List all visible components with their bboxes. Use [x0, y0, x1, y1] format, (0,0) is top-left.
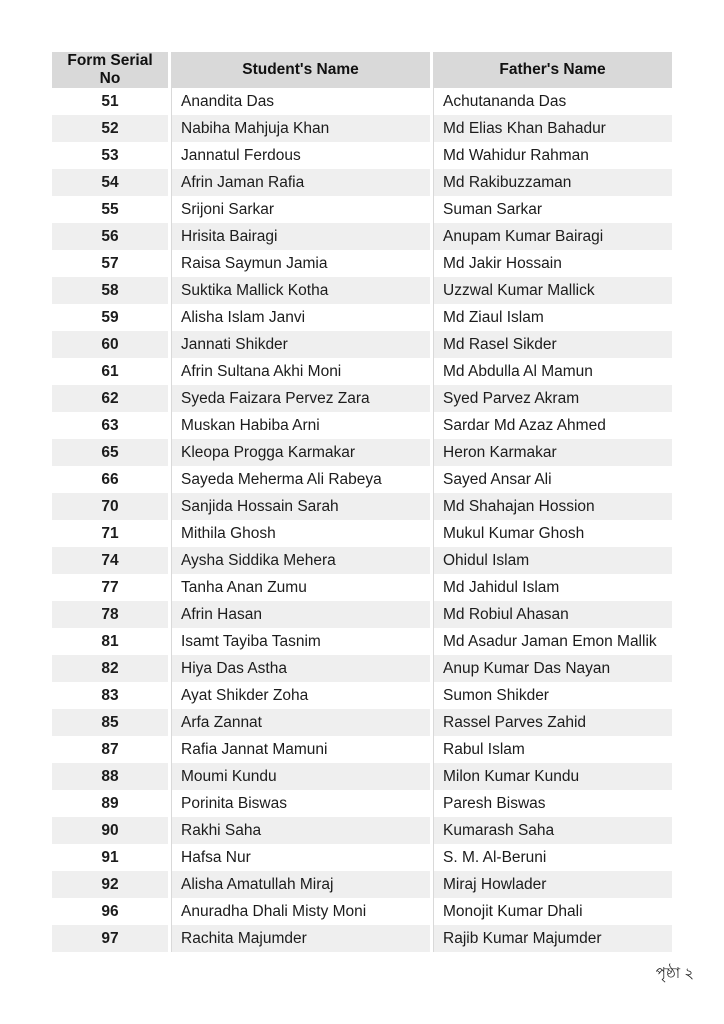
- table-row: [52, 925, 672, 952]
- table-row: [52, 682, 672, 709]
- table-body: [52, 88, 672, 952]
- student-name-cell: Raisa Saymun Jamia: [168, 250, 430, 277]
- header-students-name: Student's Name: [168, 52, 430, 88]
- father-name-cell: Md Rasel Sikder: [430, 331, 672, 358]
- table-row: [52, 277, 672, 304]
- table-row: [52, 871, 672, 898]
- table-row: [52, 790, 672, 817]
- student-name-cell: Muskan Habiba Arni: [168, 412, 430, 439]
- serial-cell: 70: [52, 493, 168, 520]
- father-name-cell: Anup Kumar Das Nayan: [430, 655, 672, 682]
- table-row: [52, 358, 672, 385]
- student-name-cell: Jannati Shikder: [168, 331, 430, 358]
- serial-cell: 53: [52, 142, 168, 169]
- serial-cell: 77: [52, 574, 168, 601]
- table-row: [52, 331, 672, 358]
- serial-cell: 62: [52, 385, 168, 412]
- serial-cell: 61: [52, 358, 168, 385]
- father-name-cell: Md Ziaul Islam: [430, 304, 672, 331]
- father-name-cell: Md Asadur Jaman Emon Mallik: [430, 628, 672, 655]
- father-name-cell: Achutananda Das: [430, 88, 672, 115]
- father-name-cell: Rajib Kumar Majumder: [430, 925, 672, 952]
- table-row: [52, 520, 672, 547]
- table-row: [52, 304, 672, 331]
- student-list-table: [52, 52, 672, 952]
- serial-cell: 54: [52, 169, 168, 196]
- table-row: [52, 250, 672, 277]
- serial-cell: 63: [52, 412, 168, 439]
- student-name-cell: Rafia Jannat Mamuni: [168, 736, 430, 763]
- serial-cell: 85: [52, 709, 168, 736]
- serial-cell: 78: [52, 601, 168, 628]
- table-row: [52, 898, 672, 925]
- father-name-cell: Paresh Biswas: [430, 790, 672, 817]
- serial-cell: 88: [52, 763, 168, 790]
- table-row: [52, 709, 672, 736]
- table-row: [52, 88, 672, 115]
- serial-cell: 87: [52, 736, 168, 763]
- table-row: [52, 628, 672, 655]
- student-name-cell: Isamt Tayiba Tasnim: [168, 628, 430, 655]
- serial-cell: 52: [52, 115, 168, 142]
- father-name-cell: Uzzwal Kumar Mallick: [430, 277, 672, 304]
- student-name-cell: Rachita Majumder: [168, 925, 430, 952]
- student-name-cell: Anandita Das: [168, 88, 430, 115]
- serial-cell: 51: [52, 88, 168, 115]
- student-name-cell: Nabiha Mahjuja Khan: [168, 115, 430, 142]
- page-number-footer: পৃষ্ঠা ২: [655, 965, 694, 982]
- serial-cell: 71: [52, 520, 168, 547]
- father-name-cell: Heron Karmakar: [430, 439, 672, 466]
- father-name-cell: Ohidul Islam: [430, 547, 672, 574]
- serial-cell: 66: [52, 466, 168, 493]
- table-row: [52, 601, 672, 628]
- table-row: [52, 115, 672, 142]
- table-row: [52, 439, 672, 466]
- table-row: [52, 466, 672, 493]
- father-name-cell: Mukul Kumar Ghosh: [430, 520, 672, 547]
- student-name-cell: Syeda Faizara Pervez Zara: [168, 385, 430, 412]
- student-name-cell: Anuradha Dhali Misty Moni: [168, 898, 430, 925]
- student-name-cell: Sayeda Meherma Ali Rabeya: [168, 466, 430, 493]
- student-name-cell: Moumi Kundu: [168, 763, 430, 790]
- father-name-cell: Miraj Howlader: [430, 871, 672, 898]
- serial-cell: 59: [52, 304, 168, 331]
- serial-cell: 55: [52, 196, 168, 223]
- serial-cell: 58: [52, 277, 168, 304]
- father-name-cell: Monojit Kumar Dhali: [430, 898, 672, 925]
- table-row: [52, 763, 672, 790]
- student-name-cell: Afrin Sultana Akhi Moni: [168, 358, 430, 385]
- serial-cell: 83: [52, 682, 168, 709]
- header-form-serial-no: Form Serial No: [52, 52, 168, 88]
- table-row: [52, 385, 672, 412]
- table-row: [52, 142, 672, 169]
- student-name-cell: Afrin Hasan: [168, 601, 430, 628]
- table-row: [52, 169, 672, 196]
- father-name-cell: Sayed Ansar Ali: [430, 466, 672, 493]
- father-name-cell: Md Shahajan Hossion: [430, 493, 672, 520]
- serial-cell: 90: [52, 817, 168, 844]
- student-name-cell: Aysha Siddika Mehera: [168, 547, 430, 574]
- student-name-cell: Alisha Amatullah Miraj: [168, 871, 430, 898]
- serial-cell: 96: [52, 898, 168, 925]
- student-name-cell: Jannatul Ferdous: [168, 142, 430, 169]
- table-row: [52, 736, 672, 763]
- father-name-cell: Suman Sarkar: [430, 196, 672, 223]
- table-row: [52, 574, 672, 601]
- father-name-cell: Milon Kumar Kundu: [430, 763, 672, 790]
- student-name-cell: Arfa Zannat: [168, 709, 430, 736]
- table-row: [52, 412, 672, 439]
- header-fathers-name: Father's Name: [430, 52, 672, 88]
- father-name-cell: Md Abdulla Al Mamun: [430, 358, 672, 385]
- student-name-cell: Alisha Islam Janvi: [168, 304, 430, 331]
- serial-cell: 74: [52, 547, 168, 574]
- table-row: [52, 655, 672, 682]
- table-row: [52, 223, 672, 250]
- student-name-cell: Hafsa Nur: [168, 844, 430, 871]
- table-row: [52, 196, 672, 223]
- table-row: [52, 493, 672, 520]
- serial-cell: 56: [52, 223, 168, 250]
- father-name-cell: Kumarash Saha: [430, 817, 672, 844]
- student-name-cell: Porinita Biswas: [168, 790, 430, 817]
- student-name-cell: Srijoni Sarkar: [168, 196, 430, 223]
- student-name-cell: Sanjida Hossain Sarah: [168, 493, 430, 520]
- serial-cell: 57: [52, 250, 168, 277]
- father-name-cell: Rabul Islam: [430, 736, 672, 763]
- table-row: [52, 547, 672, 574]
- father-name-cell: Rassel Parves Zahid: [430, 709, 672, 736]
- serial-cell: 60: [52, 331, 168, 358]
- father-name-cell: Md Jakir Hossain: [430, 250, 672, 277]
- father-name-cell: Md Elias Khan Bahadur: [430, 115, 672, 142]
- father-name-cell: Md Rakibuzzaman: [430, 169, 672, 196]
- father-name-cell: Md Wahidur Rahman: [430, 142, 672, 169]
- table-row: [52, 844, 672, 871]
- serial-cell: 81: [52, 628, 168, 655]
- serial-cell: 97: [52, 925, 168, 952]
- father-name-cell: S. M. Al-Beruni: [430, 844, 672, 871]
- student-name-cell: Tanha Anan Zumu: [168, 574, 430, 601]
- serial-cell: 91: [52, 844, 168, 871]
- father-name-cell: Syed Parvez Akram: [430, 385, 672, 412]
- serial-cell: 65: [52, 439, 168, 466]
- student-name-cell: Suktika Mallick Kotha: [168, 277, 430, 304]
- serial-cell: 89: [52, 790, 168, 817]
- student-name-cell: Kleopa Progga Karmakar: [168, 439, 430, 466]
- student-name-cell: Hrisita Bairagi: [168, 223, 430, 250]
- student-name-cell: Afrin Jaman Rafia: [168, 169, 430, 196]
- father-name-cell: Md Robiul Ahasan: [430, 601, 672, 628]
- father-name-cell: Sumon Shikder: [430, 682, 672, 709]
- student-name-cell: Rakhi Saha: [168, 817, 430, 844]
- table-row: [52, 817, 672, 844]
- father-name-cell: Sardar Md Azaz Ahmed: [430, 412, 672, 439]
- table-header-row: [52, 52, 672, 88]
- father-name-cell: Md Jahidul Islam: [430, 574, 672, 601]
- student-name-cell: Mithila Ghosh: [168, 520, 430, 547]
- student-name-cell: Hiya Das Astha: [168, 655, 430, 682]
- serial-cell: 82: [52, 655, 168, 682]
- student-name-cell: Ayat Shikder Zoha: [168, 682, 430, 709]
- serial-cell: 92: [52, 871, 168, 898]
- father-name-cell: Anupam Kumar Bairagi: [430, 223, 672, 250]
